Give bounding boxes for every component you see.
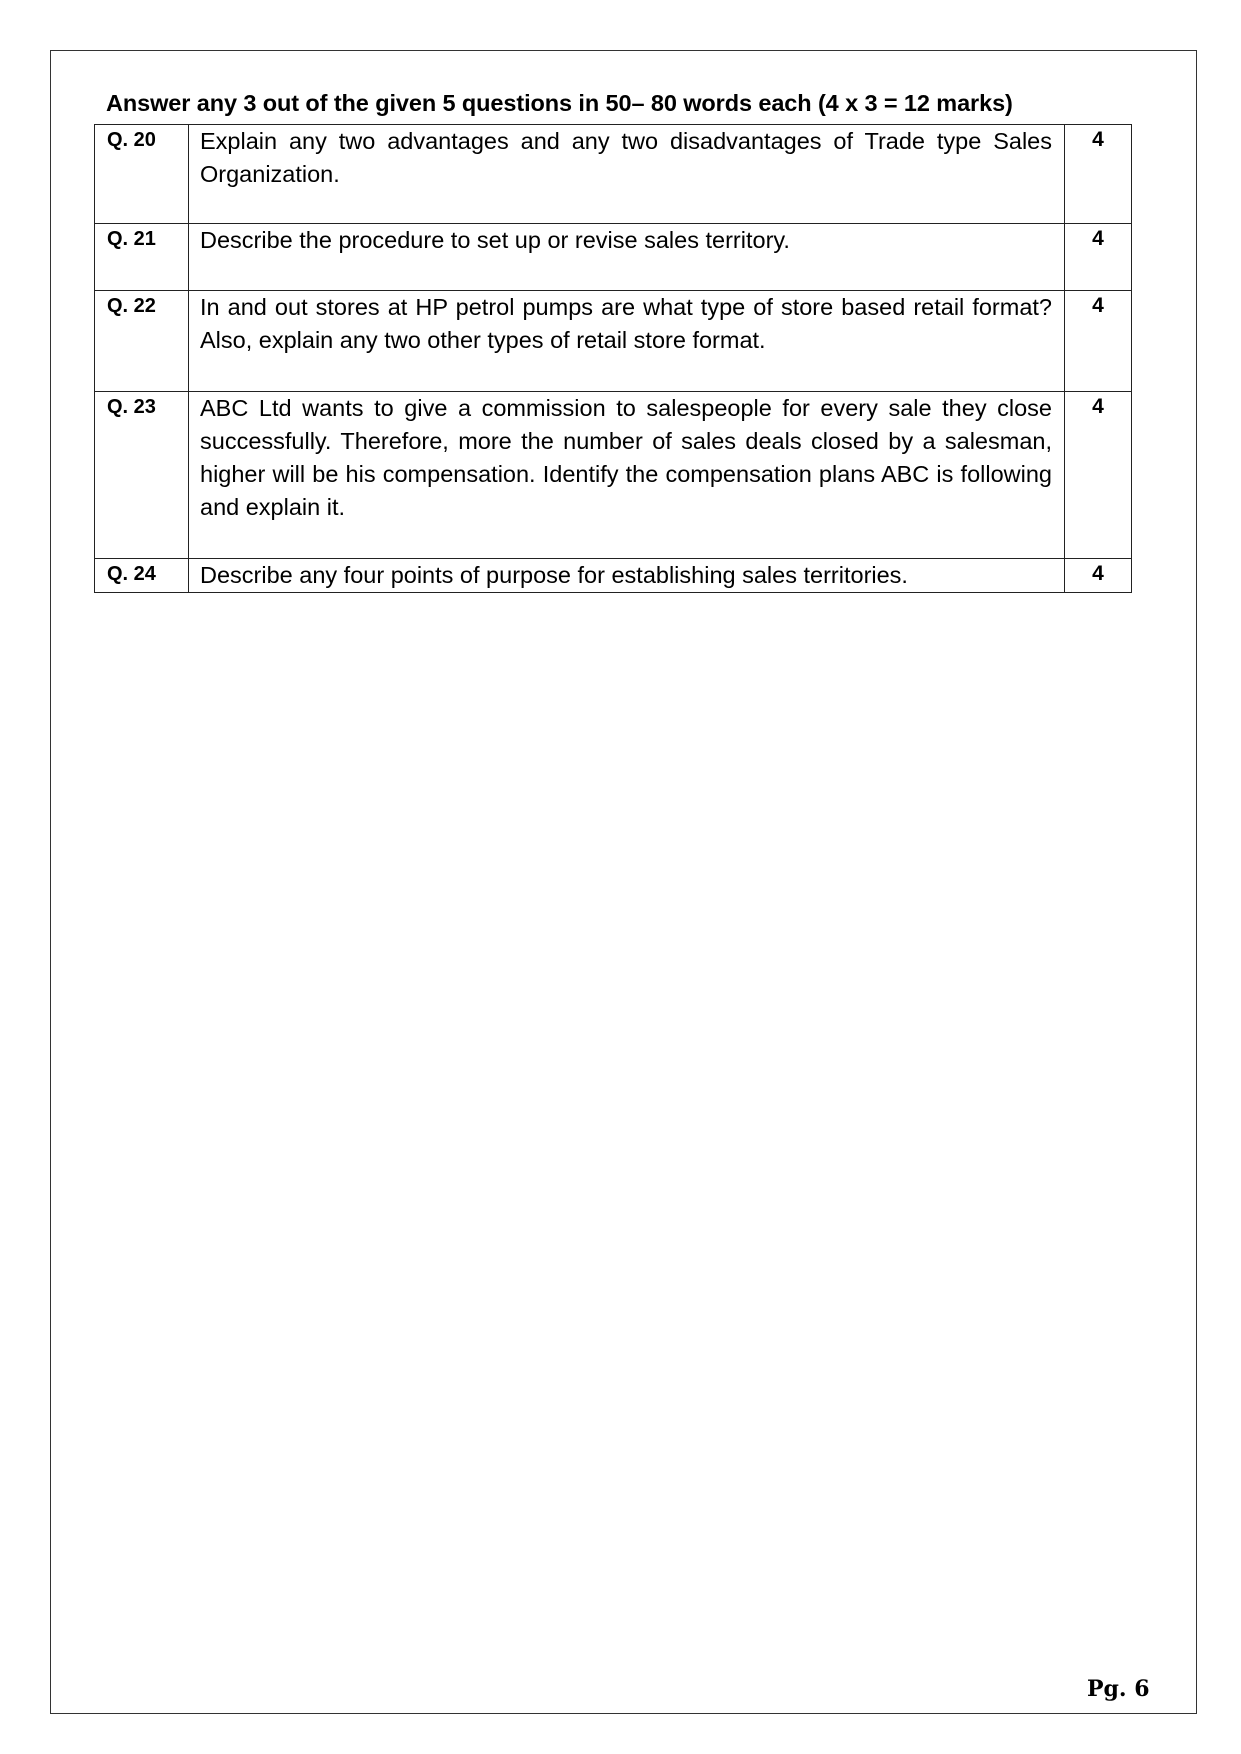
section-instruction: Answer any 3 out of the given 5 questions in 50– 80 words each (4 x 3 = 12 marks) [106,90,1013,116]
question-number: Q. 20 [95,125,189,224]
question-number: Q. 22 [95,291,189,392]
question-row-20 [95,125,1132,224]
question-text: Describe the procedure to set up or revise sales territory. [189,224,1065,291]
question-number: Q. 23 [95,392,189,559]
question-text: ABC Ltd wants to give a commission to salespeople for every sale they close successfully. Therefore, more the number of sales deals closed by a salesman, higher will be his compensation. Identify the compensation plans ABC is following and explain it. [189,392,1065,559]
question-marks: 4 [1065,125,1132,224]
question-marks: 4 [1065,392,1132,559]
question-number: Q. 24 [95,559,189,593]
question-text: In and out stores at HP petrol pumps are what type of store based retail format? Also, explain any two other types of retail store format. [189,291,1065,392]
page-number: Pg. 6 [1087,1676,1150,1702]
question-row-22 [95,291,1132,392]
question-marks: 4 [1065,559,1132,593]
questions-table [94,124,1132,593]
question-text: Explain any two advantages and any two disadvantages of Trade type Sales Organization. [189,125,1065,224]
question-row-24 [95,559,1132,593]
question-text: Describe any four points of purpose for establishing sales territories. [189,559,1065,593]
question-marks: 4 [1065,291,1132,392]
question-number: Q. 21 [95,224,189,291]
question-row-21 [95,224,1132,291]
question-row-23 [95,392,1132,559]
question-marks: 4 [1065,224,1132,291]
